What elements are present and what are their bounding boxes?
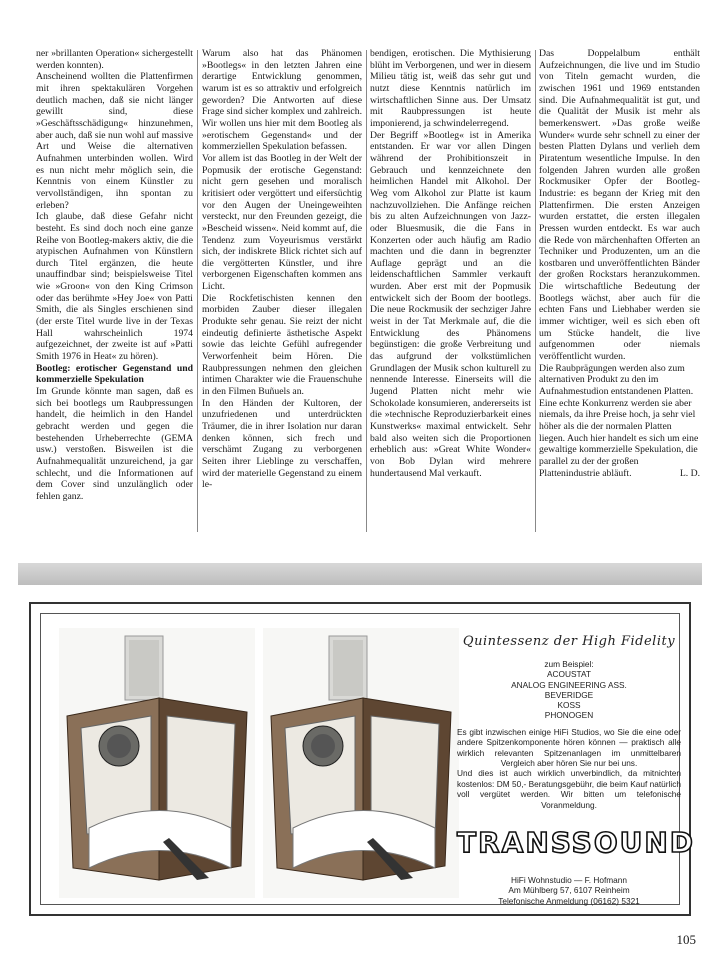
ad-blurb-paragraph: Und dies ist auch wirklich unverbindlich, da mitnichten kostenlos: DM 50,- Beratungsgebühr, die beim Kauf natürlich voll vergütet werden. Wir bitten um telefonische Voranmeldung.: [457, 768, 681, 810]
brand-item: PHONOGEN: [544, 710, 594, 721]
page-number: 105: [676, 932, 696, 947]
paragraph: ner »brillanten Operation« sichergestellt werden konnten).: [36, 48, 193, 71]
brand-item: BEVERIDGE: [544, 689, 594, 700]
ad-slogan: Quintessenz der High Fidelity: [462, 634, 676, 649]
contact-line: Am Mühlberg 57, 6107 Reinheim: [508, 885, 630, 896]
article: [30, 48, 700, 533]
advertisement-frame: [40, 613, 696, 906]
article-column-1: [36, 48, 193, 533]
column-divider: [535, 50, 536, 532]
brand-intro: zum Beispiel:: [544, 659, 594, 669]
paragraph: Der Begriff »Bootleg« ist in Amerika entstanden. Er war vor allen Dingen während der Prohibitionszeit in Gebrauch und kennzeichnete den heimlichen Handel mit Alkohol. Der Weg vom Alkohol zur Platte ist kaum nachzuvollziehen. Die Anfänge reichen bis zu alten Aufzeichnungen von Jazz- oder Bluesmusik, die die Fans in Konzerten oder auch häufig am Radio machten und die dann in begrenzter Auflage geprägt und an die leidenschaftlichen Sammler verkauft wurden. Aber erst mit der Popmusik entwickelt sich der Boom der bootlegs. Die neue Rockmusik der sechziger Jahre weist in der Tat Merkmale auf, die die Entwicklung des Phänomens begünstigen: die große Verbreitung und das aufgrund der volkstümlichen Grundlagen der Musik schon kulturell zu nennende Interesse. Einerseits will die Jugend Platten nicht mehr wie Schokolade konsumieren, andererseits ist die »technische Reproduzierbarkeit eines Kunstwerks« maximal entwickelt. Sehr bald also weiten sich die Proportionen erheblich aus: »Great White Wonder« von Bob Dylan wird mehrere hundertausend Mal verkauft.: [370, 129, 531, 479]
ad-blurb-paragraph: Es gibt inzwischen einige HiFi Studios, wo Sie die eine oder andere Spitzenkomponente hören können — praktisch alle wirklich relevanten Spitzenanlagen im unmittelbaren Vergleich aber hören Sie nur bei uns.: [457, 726, 681, 768]
ad-contact: [457, 875, 681, 906]
paragraph: In den Händen der Kultoren, der unzufriedenen und unterdrückten Träumer, die in ihrer Isolation nur daran denken können, sich frech und verschämt Zugang zu verborgenen Seiten ihrer Lieblinge zu verschaffen, wird der materielle Gegenstand zu einem le-: [202, 397, 362, 491]
brand-item: KOSS: [557, 700, 581, 711]
advertisement: [29, 602, 696, 916]
contact-line: Telefonische Anmeldung (06162) 5321: [498, 895, 640, 906]
paragraph: Das Doppelalbum enthält Aufzeichnungen, die live und im Studio von Titeln gemacht wurden, die zwischen 1961 und 1969 entstanden sind. Die Aufnahmequalität ist gut, und die Qualität der Musik ist mehr als bemerkenswert. »Das große weiße Wunder« wurde sehr schnell zu einer der besten Platten Dylans und verlieh dem Piratentum wesentliche Impulse. In den folgenden Jahren wurden alle großen Rockmusiker Opfer der Bootleg-Industrie: es begann der Krieg mit den Plattenfirmen. Die ersten Anzeigen wurden erstattet, die ersten illegalen Pressen wurden entdeckt. Es war auch die Rede von märchenhaften Offerten an Techniker und Produzenten, um an die kostbaren und unveröffentlichten Bänder der großen Rockstars heranzukommen. Die wirtschaftliche Bedeutung der Bootlegs wächst, aber auch für die echten Fans und Liebhaber werden sie immer wichtiger, weil es sich eben oft um Stücke handelt, die live aufgenommen oder niemals veröffentlicht wurden.: [539, 48, 700, 363]
paragraph: [539, 363, 700, 480]
separator-band: [18, 563, 702, 585]
paragraph: Anscheinend wollten die Plattenfirmen mit ihren spektakulären Vorgehen deutlich machen, daß sie nicht länger gewillt sind, diese »Geschäftsschädigung« hinzunehmen, aber auch, daß sie nun wohl auf massive Art und Weise die alternativen Aufnahmen unterbinden wollen. Wird es nun nicht mehr möglich sein, die Kenntnis von einem Künstler zu vervollständigen, ihn spontan zu erleben?: [36, 71, 193, 211]
article-column-3: [370, 48, 531, 533]
paragraph: Ich glaube, daß diese Gefahr nicht besteht. Es sind doch noch eine ganze Reihe von Bootleg-makers aktiv, die die atypischen Aufnahmen von Künstlern durch Titel ergänzen, die heute unauffindbar sind; beispielsweise Titel wie »Groon« von den King Crimson oder das berühmte »Hey Joe« von Patti Smith, die als Singles erschienen sind (der erste Titel wurde live in der Texas Hall wahrscheinlich 1974 aufgezeichnet, der zweite ist auf »Patti Smith 1976 in Heat« zu hören).: [36, 211, 193, 363]
speaker-photo: [59, 628, 255, 898]
paragraph: Die Rockfetischisten kennen den morbiden Zauber dieser illegalen Produkte sehr genau. Sie reizt der nicht eindeutig definierte ästhetische Aspekt sowie das leichte Gefühl aufregender Verworfenheit beim Hören. Die Raubpressungen nehmen den gleichen intimen Charakter wie die Frauenschuhe in den Filmen Buñuels an.: [202, 292, 362, 398]
article-column-4: [539, 48, 700, 533]
paragraph: bendigen, erotischen. Die Mythisierung blüht im Verborgenen, und wer in diesem Milieu tätig ist, weiß das sehr gut und nutzt diese Kenntnis natürlich im wirtschaftlichen Sinne aus. Der Umsatz mit Raubpressungen ist heute imponierend, ja schwindelerregend.: [370, 48, 531, 129]
advertisement-text: [457, 630, 696, 906]
speaker-illustration: [59, 628, 255, 898]
column-divider: [197, 50, 198, 532]
brand-list: [457, 659, 681, 721]
transsound-logo: TRANSSOUND: [457, 826, 696, 860]
ad-blurb: [457, 727, 681, 810]
speaker-illustration: [263, 628, 459, 898]
paragraph-text: Die Raubprägungen werden also zum alternativen Produkt zu den im Aufnahmestudion entstandenen Platten. Eine echte Konkurrenz werden sie aber niemals, da ihre Preise hoch, ja sehr viel höher als die der normalen Platten liegen. Auch hier handelt es sich um eine gewaltige kommerzielle Spekulation, die parallel zu der der großen Plattenindustrie abläuft.: [539, 362, 699, 479]
speaker-photo: [263, 628, 459, 898]
brand-item: ANALOG ENGINEERING ASS.: [511, 679, 627, 690]
column-divider: [366, 50, 367, 532]
section-heading: Bootleg: erotischer Gegenstand und kommerzielle Spekulation: [36, 362, 193, 386]
brand-item: ACOUSTAT: [547, 669, 591, 680]
author-signature: L. D.: [679, 467, 700, 479]
article-column-2: [202, 48, 362, 533]
paragraph: Warum also hat das Phänomen »Bootlegs« in den letzten Jahren eine derartige Entwicklung genommen, warum ist es so attraktiv und erfolgreich geworden? Die Antworten auf diese Frage sind sicher komplex und zahlreich. Wir wollen uns hier mit dem Bootleg als »erotischem Gegenstand« und der kommerziellen Spekulation befassen.: [202, 48, 362, 153]
paragraph: Im Grunde könnte man sagen, daß es sich bei bootlegs um Raubpressungen handelt, die heimlich in den Handel gebracht werden und gegen die bestehenden Urheberrechte (GEMA usw.) verstoßen. Bisweilen ist die Aufnahmequalität unzureichend, ja gar schlecht, und die Informationen auf dem Cover sind unzulänglich oder fehlen ganz.: [36, 386, 193, 502]
contact-line: HiFi Wohnstudio — F. Hofmann: [510, 875, 628, 886]
paragraph: Vor allem ist das Bootleg in der Welt der Popmusik der erotische Gegenstand: nicht gern gesehen und moralisch kritisiert oder vergöttert und eifersüchtig vor den Augen der Uneingeweihten versteckt, nur den Freunden gezeigt, die »Bescheid wissen«. Neid kommt auf, die Tendenz zum Voyeurismus verstärkt sich, der indiskrete Blick richtet sich auf die vergötterten Künstler, und ihre verborgenen Eigenschaften kommen ans Licht.: [202, 152, 362, 293]
